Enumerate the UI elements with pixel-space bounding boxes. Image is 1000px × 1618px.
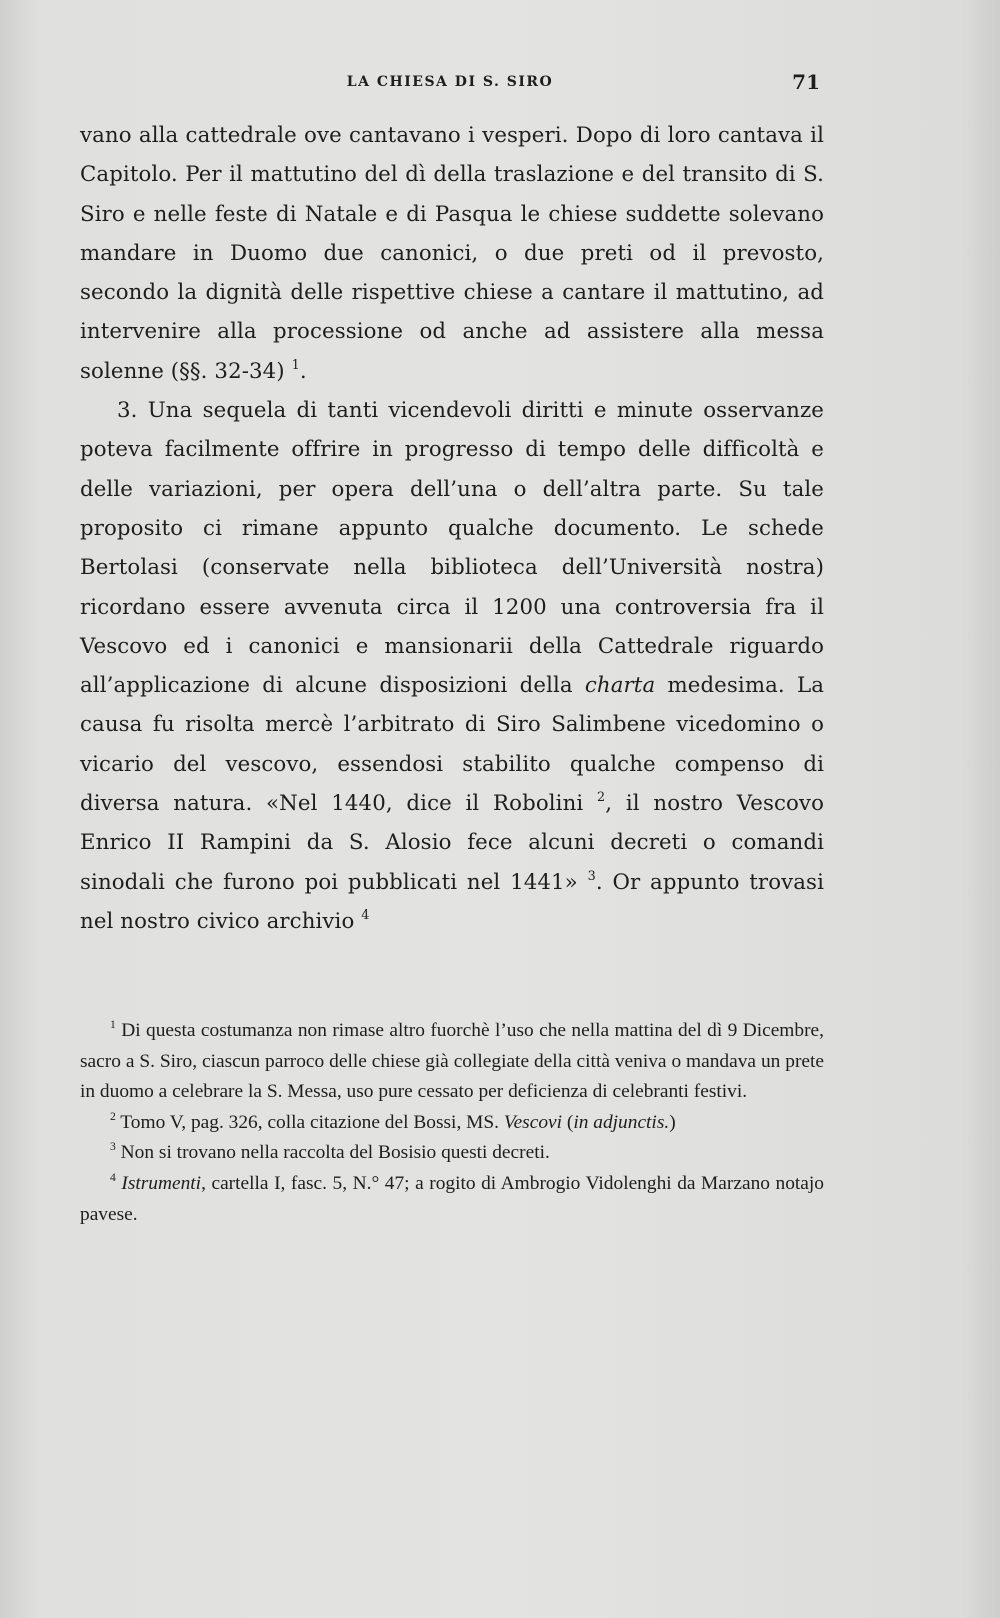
- paragraph-continued: [80, 116, 824, 391]
- footnote-2-text-c: ): [669, 1111, 676, 1133]
- charta-word: charta: [584, 673, 656, 699]
- footnote-3-text: Non si trovano nella raccolta del Bosisio questi decreti.: [115, 1142, 550, 1164]
- paragraph-1-text: vano alla cattedrale ove cantavano i vesperi. Dopo di loro cantava il Capitolo. Per il mattutino del dì della traslazione e del transito di S. Siro e nelle feste di Natale e di Pasqua le chiese suddette solevano mandare in Duomo due canonici, o due preti od il prevosto, secondo la dignità delle rispettive chiese a cantare il mattutino, ad intervenire alla processione od anche ad assistere alla messa solenne (§§. 32-34): [80, 123, 824, 384]
- paragraph-3-text-d: . Or appunto trovasi nel nostro civico archivio: [80, 869, 824, 934]
- footnote-3: [80, 1138, 824, 1169]
- footnote-2-mark: 2: [110, 1109, 116, 1123]
- paragraph-1-end: .: [299, 358, 307, 384]
- footnote-1-text: Di questa costumanza non rimase altro fuorchè l’uso che nella mattina del dì 9 Dicembre, sacro a S. Siro, ciascun parroco delle chiese già collegiate della città veniva o mandava un prete in duomo a celebrare la S. Messa, uso pure cessato per deficienza di celebranti festivi.: [80, 1020, 824, 1103]
- footnote-ref-4: 4: [361, 908, 370, 923]
- footnote-ref-1: 1: [291, 357, 300, 373]
- footnote-2-in-adjunctis: in adjunctis.: [573, 1111, 670, 1133]
- running-title: LA CHIESA DI S. SIRO: [346, 74, 554, 90]
- paragraph-3-text-c: , il nostro Vescovo Enrico II Rampini da S. Alosio fece alcuni decreti o comandi sinodali che furono poi pubblicati nel 1441»: [80, 791, 824, 895]
- footnote-4-istrumenti: Istrumenti: [121, 1172, 202, 1194]
- footnote-4-text: , cartella I, fasc. 5, N.° 47; a rogito di Ambrogio Vidolenghi da Marzano notajo pavese.: [80, 1172, 824, 1225]
- footnote-1: [80, 1016, 824, 1108]
- page-number: 71: [792, 70, 820, 94]
- footnote-2-text-b: (: [562, 1111, 574, 1133]
- footnote-2-vescovi: Vescovi: [503, 1111, 563, 1133]
- footnote-2-text-a: Tomo V, pag. 326, colla citazione del Bossi, MS.: [115, 1111, 504, 1133]
- footnote-2: [80, 1108, 824, 1139]
- footnote-4: [80, 1169, 824, 1230]
- main-text: [80, 116, 824, 941]
- footnote-ref-2: 2: [597, 790, 606, 806]
- footnote-3-mark: 3: [110, 1140, 116, 1154]
- footnote-4-mark: 4: [110, 1170, 116, 1184]
- footnote-ref-3: 3: [587, 868, 596, 884]
- running-head: [80, 70, 820, 94]
- paragraph-3-text-b: medesima. La causa fu risolta mercè l’arbitrato di Siro Salimbene vicedomino o vicario del vescovo, essendosi stabilito qualche compenso di diversa natura. «Nel 1440, dice il Robolini: [80, 673, 824, 817]
- footnotes: [80, 1016, 824, 1230]
- footnote-1-mark: 1: [110, 1017, 116, 1031]
- paragraph-3: [80, 391, 824, 941]
- paragraph-3-text-a: 3. Una sequela di tanti vicendevoli diritti e minute osservanze poteva facilmente offrire in progresso di tempo delle difficoltà e delle variazioni, per opera dell’una o dell’altra parte. Su tale proposito ci rimane appunto qualche documento. Le schede Bertolasi (conservate nella biblioteca dell’Università nostra) ricordano essere avvenuta circa il 1200 una controversia fra il Vescovo ed i canonici e mansionarii della Cattedrale riguardo all’applicazione di alcune disposizioni della: [80, 398, 824, 699]
